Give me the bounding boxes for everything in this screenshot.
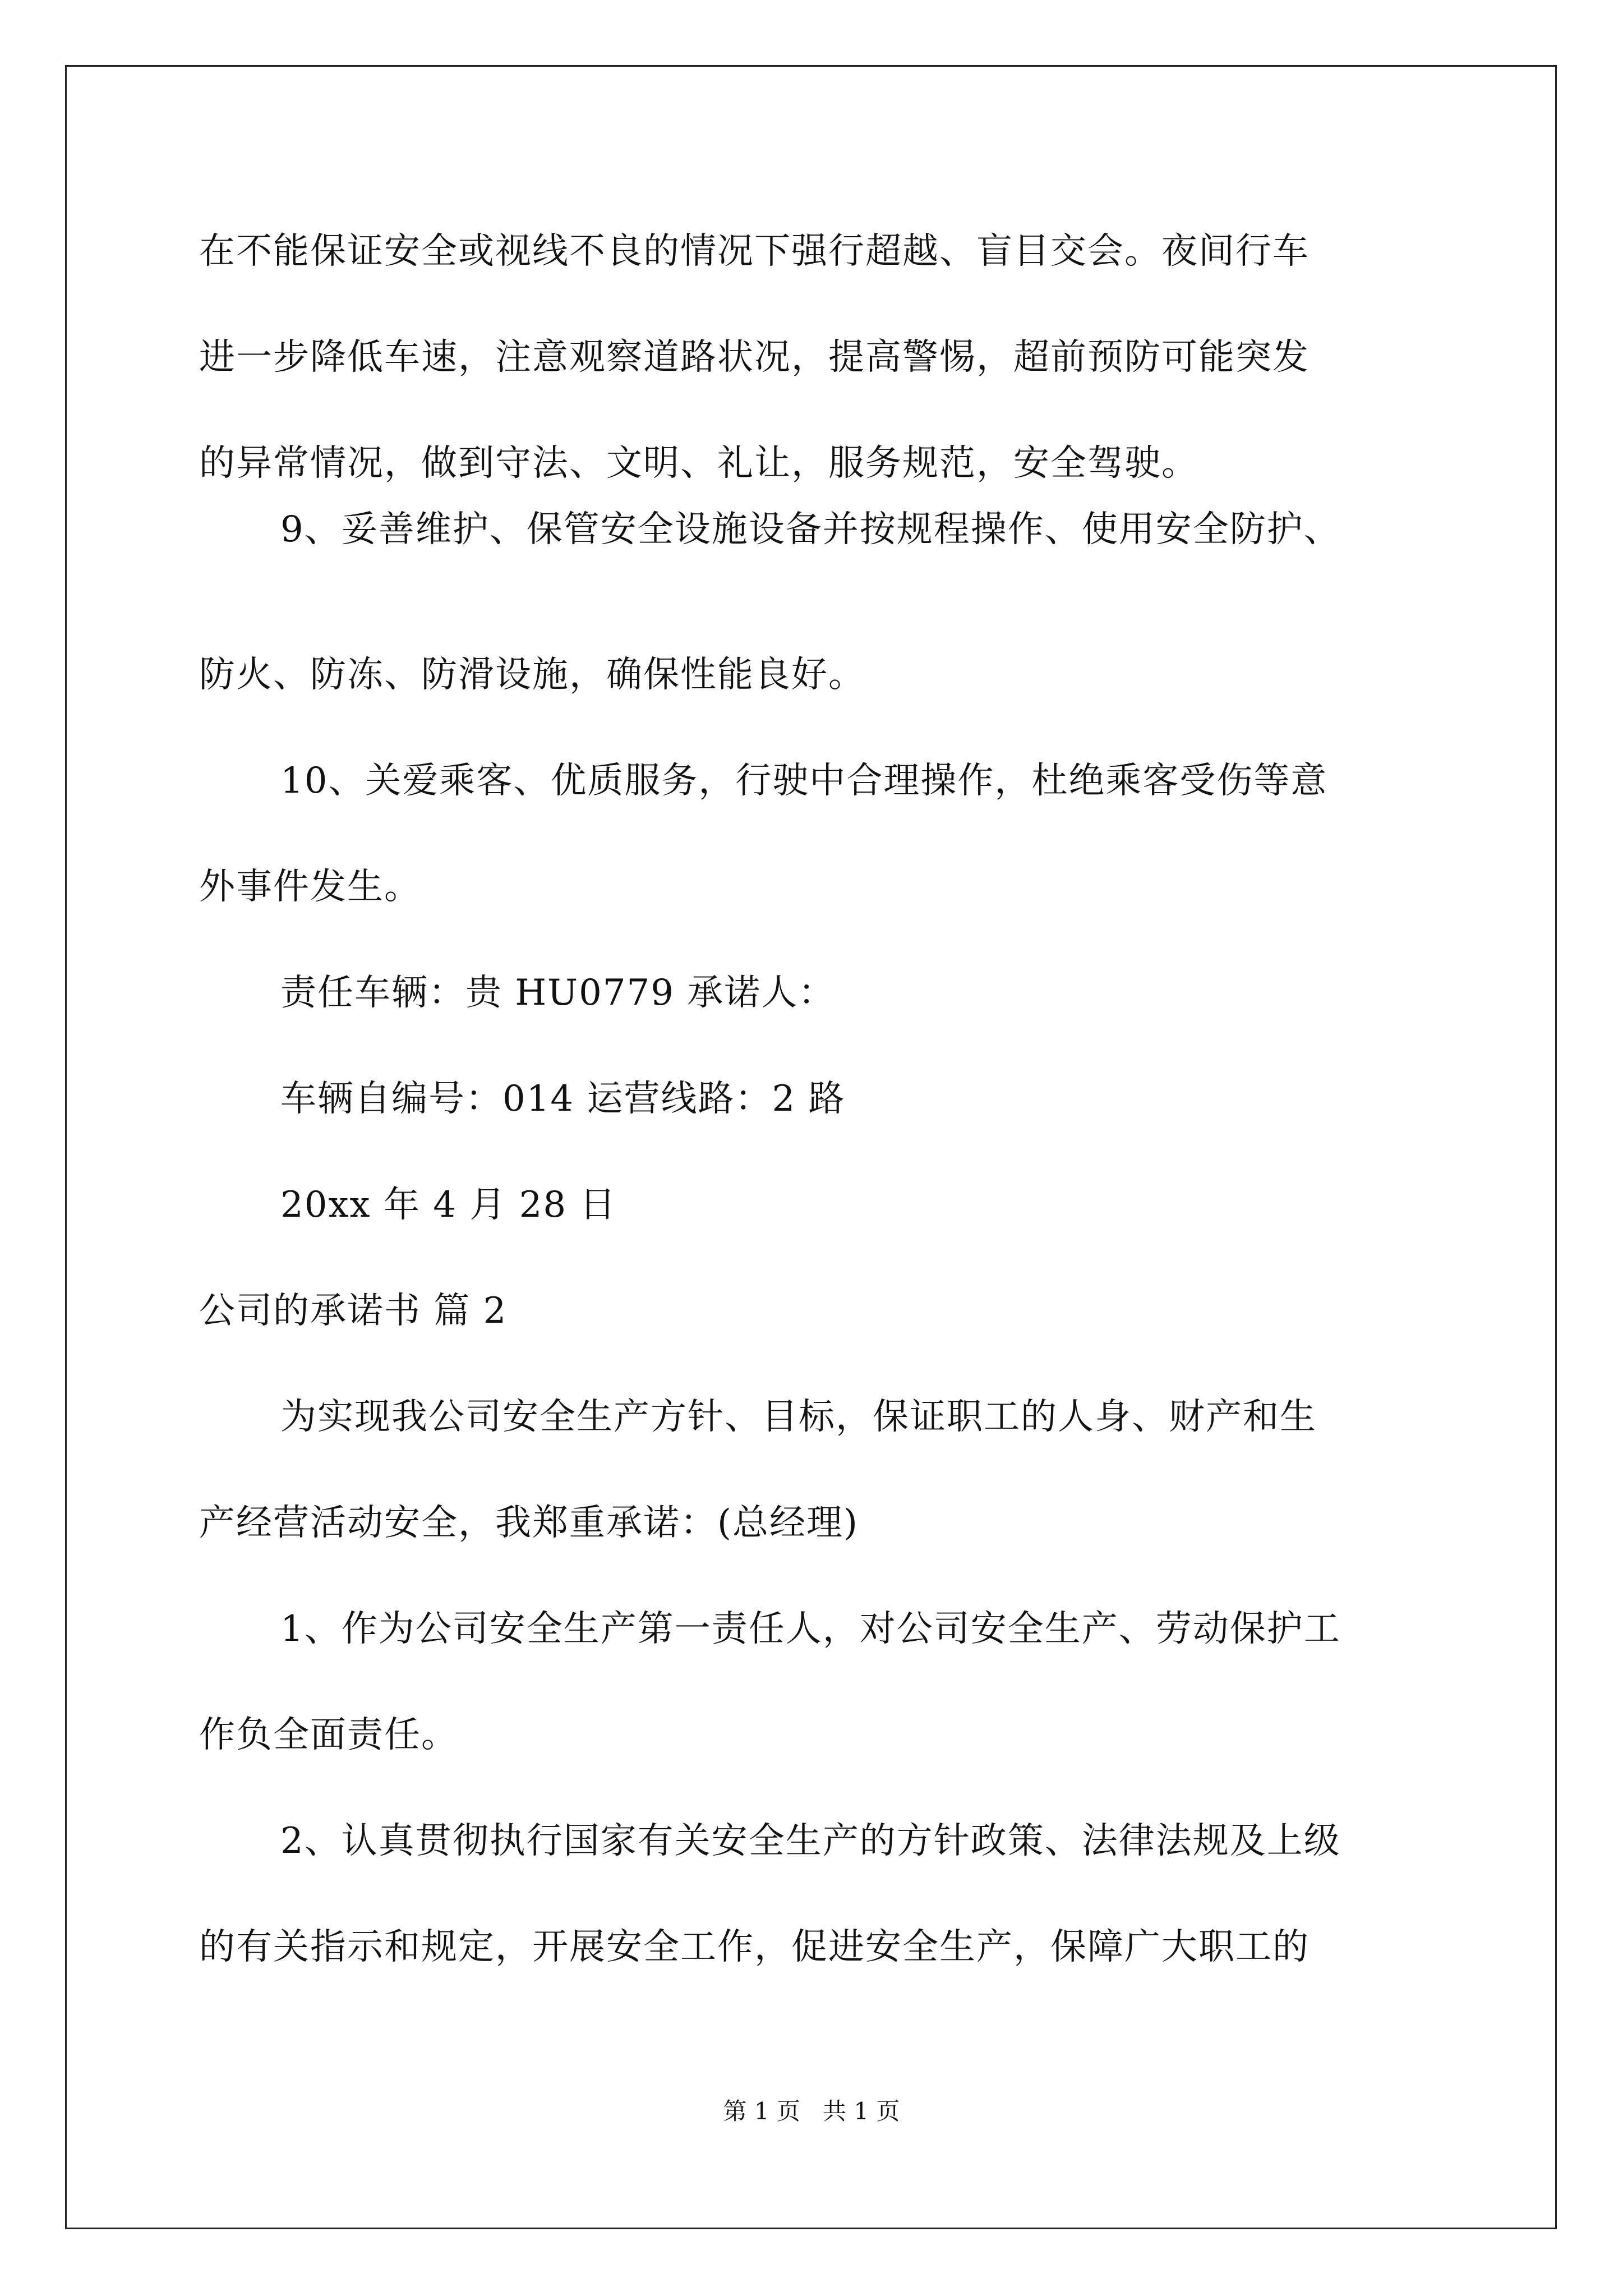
- text-line: 的异常情况，做到守法、文明、礼让，服务规范，安全驾驶。: [199, 443, 1198, 484]
- text-line: 车辆自编号：014 运营线路：2 路: [280, 1078, 846, 1120]
- text-line: 防火、防冻、防滑设施，确保性能良好。: [199, 654, 865, 696]
- page-footer: 第 1 页 共 1 页: [723, 2097, 900, 2125]
- text-line: 产经营活动安全，我郑重承诺：(总经理): [199, 1502, 859, 1544]
- text-line: 外事件发生。: [199, 866, 421, 908]
- text-line: 作负全面责任。: [199, 1714, 458, 1756]
- page-border: [65, 65, 1557, 2229]
- text-line: 10、关爱乘客、优质服务，行驶中合理操作，杜绝乘客受伤等意: [280, 760, 1328, 802]
- text-line: 1、作为公司安全生产第一责任人，对公司安全生产、劳动保护工: [280, 1608, 1341, 1650]
- text-line: 9、妥善维护、保管安全设施设备并按规程操作、使用安全防护、: [280, 509, 1341, 550]
- text-line: 20xx 年 4 月 28 日: [280, 1184, 617, 1226]
- section-heading: 公司的承诺书 篇 2: [199, 1290, 508, 1332]
- text-line: 2、认真贯彻执行国家有关安全生产的方针政策、法律法规及上级: [280, 1820, 1341, 1862]
- text-line: 在不能保证安全或视线不良的情况下强行超越、盲目交会。夜间行车: [199, 231, 1310, 272]
- text-line: 的有关指示和规定，开展安全工作，促进安全生产，保障广大职工的: [199, 1926, 1310, 1968]
- text-line: 为实现我公司安全生产方针、目标，保证职工的人身、财产和生: [280, 1396, 1317, 1438]
- text-line: 责任车辆：贵 HU0779 承诺人：: [280, 972, 836, 1014]
- text-line: 进一步降低车速，注意观察道路状况，提高警惕，超前预防可能突发: [199, 337, 1310, 378]
